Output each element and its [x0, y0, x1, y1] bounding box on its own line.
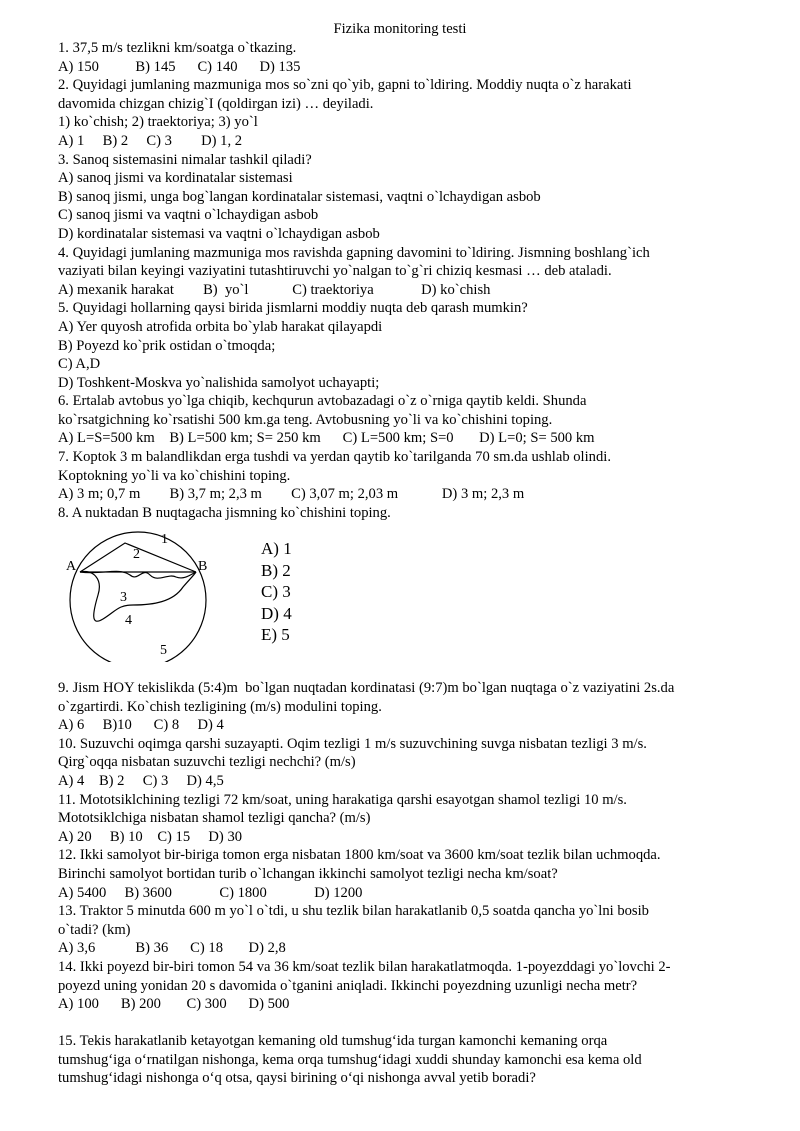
text-line: A) 3 m; 0,7 m B) 3,7 m; 2,3 m C) 3,07 m; 2,03 m D) 3 m; 2,3 m: [58, 486, 525, 503]
text-line: 7. Koptok 3 m balandlikdan erga tushdi va yerdan qaytib ko`tarilganda 70 sm.da ushlab olindi.: [58, 449, 611, 466]
text-line: 9. Jism HOY tekislikda (5:4)m bo`lgan nuqtadan kordinatasi (9:7)m bo`lgan nuqtaga o`z vaziyatini 2s.da: [58, 680, 675, 696]
label-b: B: [198, 559, 208, 574]
text-line: D) Toshkent-Moskva yo`nalishida samolyot uchayapti;: [58, 374, 380, 391]
answer-option: D) 4: [261, 603, 292, 623]
answer-option: E) 5: [261, 625, 290, 645]
text-line: 10. Suzuvchi oqimga qarshi suzayapti. Oqim tezligi 1 m/s suzuvchining suvga nisbatan tezligi 3 m/s.: [58, 735, 647, 752]
label-a: A: [66, 559, 77, 574]
text-line: A) 4 B) 2 C) 3 D) 4,5: [58, 772, 224, 789]
text-line: Koptokning yo`li va ko`chishini toping.: [58, 467, 291, 484]
text-line: 13. Traktor 5 minutda 600 m yo`l o`tdi, u shu tezlik bilan harakatlanib 0,5 soatda qancha yo`lni bosib: [58, 903, 649, 920]
text-line: 1. 37,5 m/s tezlikni km/soatga o`tkazing.: [58, 40, 297, 56]
label-4: 4: [125, 613, 132, 628]
questions-9-to-15: [58, 679, 758, 1088]
text-line: B) sanoq jismi, unga bog`langan kordinatalar sistemasi, vaqtni o`lchaydigan asbob: [58, 188, 541, 205]
text-line: A) mexanik harakat B) yo`l C) traektoriya D) ko`chish: [58, 281, 491, 298]
text-line: A) 6 B)10 C) 8 D) 4: [58, 717, 224, 734]
text-line: vaziyati bilan keyingi vaziyatini tutashtiruvchi yo`nalgan to`g`ri chiziq kesmasi … deb ataladi.: [58, 263, 612, 280]
text-line: Birinchi samolyot bortidan turib o`lchangan ikkinchi samolyot tezligi necha km/soat?: [58, 865, 558, 882]
text-line: o`zgartirdi. Ko`chish tezligining (m/s) modulini toping.: [58, 698, 382, 715]
text-line: 12. Ikki samolyot bir-biriga tomon erga nisbatan 1800 km/soat va 3600 km/soat tezlik bilan uchmoqda.: [58, 847, 661, 864]
text-line: 4. Quyidagi jumlaning mazmuniga mos ravishda gapning davomini to`ldiring. Jismning boshlang`ich: [58, 244, 650, 261]
label-1: 1: [161, 532, 168, 547]
text-line: [58, 1014, 758, 1033]
text-line: A) 5400 B) 3600 C) 1800 D) 1200: [58, 884, 363, 901]
text-line: 1) ko`chish; 2) traektoriya; 3) yo`l: [58, 114, 258, 131]
text-line: A) sanoq jismi va kordinatalar sistemasi: [58, 170, 293, 187]
text-line: A) L=S=500 km B) L=500 km; S= 250 km C) L=500 km; S=0 D) L=0; S= 500 km: [58, 430, 595, 447]
text-line: C) sanoq jismi va vaqtni o`lchaydigan asbob: [58, 207, 319, 224]
text-line: 11. Mototsiklchining tezligi 72 km/soat, uning harakatiga qarshi esayotgan shamol tezligi 10 m/s.: [58, 791, 627, 808]
trajectory-diagram: [58, 527, 238, 662]
text-line: Qirg`oqqa nisbatan suzuvchi tezligi nechchi? (m/s): [58, 754, 356, 771]
answer-option: B) 2: [261, 560, 291, 580]
answer-option: C) 3: [261, 582, 291, 602]
text-line: poyezd uning yonidan 20 s davomida o`tganini aniqladi. Ikkinchi poyezdning uzunligi necha metr?: [58, 977, 638, 994]
text-line: A) 3,6 B) 36 C) 18 D) 2,8: [58, 940, 286, 957]
label-2: 2: [133, 547, 140, 562]
text-line: davomida chizgan chizig`I (qoldirgan izi) … deyiladi.: [58, 95, 374, 112]
text-line: A) Yer quyosh atrofida orbita bo`ylab harakat qilayapdi: [58, 318, 383, 335]
text-line: 6. Ertalab avtobus yo`lga chiqib, kechqurun avtobazadagi o`z o`rniga qaytib keldi. Shunda: [58, 393, 587, 410]
text-line: tumshug‘idagi nishonga o‘q otsa, qaysi birining o‘qi nishonga avval yetib boradi?: [58, 1070, 536, 1087]
text-line: B) Poyezd ko`prik ostidan o`tmoqda;: [58, 337, 276, 354]
label-3: 3: [120, 590, 127, 605]
question-8-answers: [261, 538, 292, 646]
answer-option: A) 1: [261, 539, 292, 558]
text-line: o`tadi? (km): [58, 921, 131, 938]
label-5: 5: [160, 643, 167, 658]
text-line: 15. Tekis harakatlanib ketayotgan kemaning old tumshug‘ida turgan kamonchi kemaning orqa: [58, 1033, 608, 1050]
text-line: A) 100 B) 200 C) 300 D) 500: [58, 996, 290, 1013]
path-3-curve: [80, 571, 196, 621]
text-line: 14. Ikki poyezd bir-biri tomon 54 va 36 km/soat tezlik bilan harakatlatmoqda. 1-poyezddagi yo`lovchi 2-: [58, 958, 671, 975]
page-title: Fizika monitoring testi: [333, 21, 467, 37]
text-line: A) 150 B) 145 C) 140 D) 135: [58, 58, 301, 75]
text-line: 8. A nuktadan B nuqtagacha jismning ko`chishini toping.: [58, 504, 391, 521]
text-line: tumshug‘iga o‘rnatilgan nishonga, kema orqa tumshug‘idagi xuddi shunday kamonchi esa kema old: [58, 1051, 642, 1068]
text-line: 2. Quyidagi jumlaning mazmuniga mos so`zni qo`yib, gapni to`ldiring. Moddiy nuqta o`z harakati: [58, 77, 632, 94]
text-line: A) 20 B) 10 C) 15 D) 30: [58, 828, 243, 845]
text-line: 3. Sanoq sistemasini nimalar tashkil qiladi?: [58, 151, 312, 168]
text-line: D) kordinatalar sistemasi va vaqtni o`lchaydigan asbob: [58, 225, 380, 242]
text-line: ko`rsatgichning ko`rsatishi 500 km.ga teng. Avtobusning yo`li va ko`chishini toping.: [58, 411, 553, 428]
questions-1-to-8: [58, 39, 758, 522]
text-line: A) 1 B) 2 C) 3 D) 1, 2: [58, 132, 243, 149]
text-line: 5. Quyidagi hollarning qaysi birida jismlarni moddiy nuqta deb qarash mumkin?: [58, 300, 528, 317]
text-line: C) A,D: [58, 356, 101, 373]
text-line: Mototsiklchiga nisbatan shamol tezligi qancha? (m/s): [58, 810, 371, 827]
